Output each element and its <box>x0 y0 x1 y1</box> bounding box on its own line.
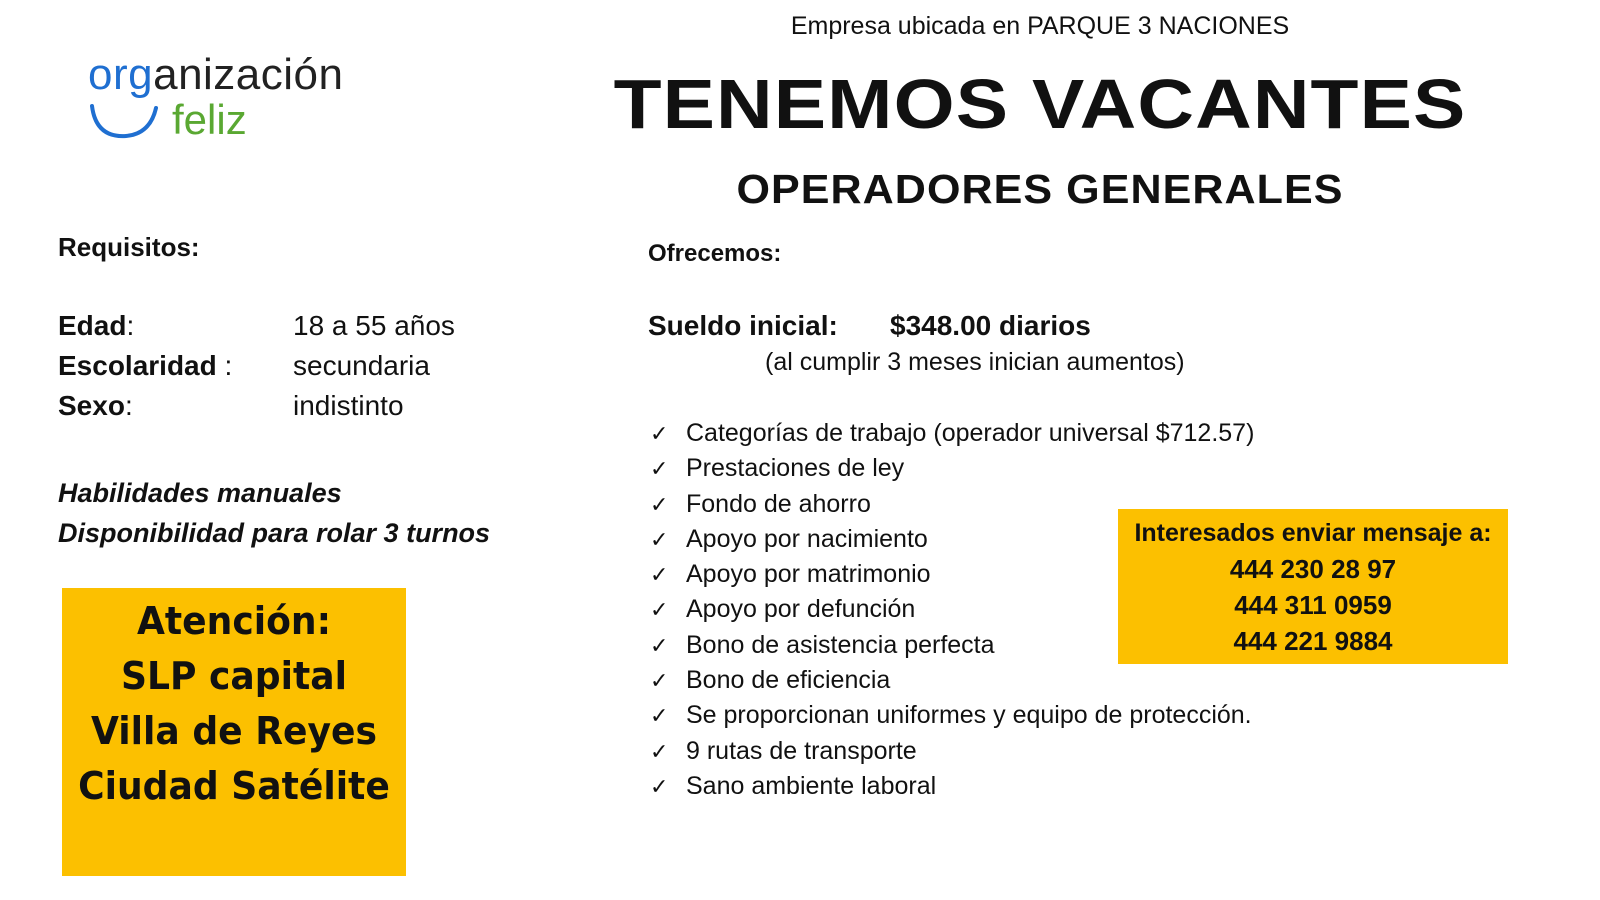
logo-text-rest: anización <box>153 50 344 99</box>
check-icon: ✓ <box>650 456 669 482</box>
check-icon: ✓ <box>650 526 669 552</box>
attention-location: Villa de Reyes <box>90 709 378 753</box>
attention-location: Ciudad Satélite <box>78 764 390 808</box>
list-item: ✓ 9 rutas de transporte <box>650 734 1254 769</box>
headline: TENEMOS VACANTES <box>613 65 1467 143</box>
logo-text-green: feliz <box>172 96 247 143</box>
contact-title: Interesados enviar mensaje a: <box>1134 519 1492 547</box>
company-logo <box>88 50 408 150</box>
list-item: ✓ Apoyo por nacimiento <box>650 522 1254 557</box>
list-item: ✓ Apoyo por matrimonio <box>650 557 1254 592</box>
check-icon: ✓ <box>650 597 669 623</box>
check-icon: ✓ <box>650 491 669 517</box>
skill-shifts: Disponibilidad para rolar 3 turnos <box>58 518 491 548</box>
attention-title: Atención: <box>136 599 332 643</box>
list-item: ✓ Sano ambiente laboral <box>650 769 1254 804</box>
check-icon: ✓ <box>650 632 669 658</box>
skill-manual: Habilidades manuales <box>58 478 342 508</box>
requirement-sex: Sexo: indistinto <box>58 390 404 421</box>
phone-number[interactable]: 444 221 9884 <box>1233 626 1393 656</box>
check-icon: ✓ <box>650 562 669 588</box>
requirement-label: Edad <box>58 310 127 341</box>
attention-location: SLP capital <box>120 654 347 698</box>
offer-title: Ofrecemos: <box>648 240 782 267</box>
requirement-education: Escolaridad : secundaria <box>58 350 430 381</box>
list-item: ✓ Apoyo por defunción <box>650 592 1254 627</box>
salary-note: (al cumplir 3 meses inician aumentos) <box>765 348 1185 376</box>
requirement-value: indistinto <box>293 390 404 421</box>
phone-number[interactable]: 444 230 28 97 <box>1229 554 1397 584</box>
attention-box <box>62 588 406 876</box>
check-icon: ✓ <box>650 773 669 799</box>
list-item: ✓ Categorías de trabajo (operador universal $712.57) <box>650 416 1254 451</box>
requirement-label: Sexo <box>58 390 125 421</box>
requirement-value: secundaria <box>293 350 430 381</box>
smile-icon <box>88 80 168 150</box>
list-item: ✓ Fondo de ahorro <box>650 487 1254 522</box>
salary-value: $348.00 diarios <box>890 310 1091 341</box>
list-item: ✓ Bono de eficiencia <box>650 663 1254 698</box>
requirement-age: Edad: 18 a 55 años <box>58 310 455 341</box>
phone-number[interactable]: 444 311 0959 <box>1234 590 1392 620</box>
contact-box <box>1118 509 1508 664</box>
list-item: ✓ Bono de asistencia perfecta <box>650 628 1254 663</box>
requirement-label: Escolaridad <box>58 350 217 381</box>
requirement-value: 18 a 55 años <box>293 310 455 341</box>
check-icon: ✓ <box>650 421 669 446</box>
salary-label: Sueldo inicial: <box>648 310 838 341</box>
check-icon: ✓ <box>650 703 669 729</box>
list-item: ✓ Prestaciones de ley <box>650 451 1254 486</box>
company-location: Empresa ubicada en PARQUE 3 NACIONES <box>790 12 1290 40</box>
job-title: OPERADORES GENERALES <box>736 166 1344 212</box>
check-icon: ✓ <box>650 668 669 694</box>
salary-row <box>648 310 1091 342</box>
list-item: ✓ Se proporcionan uniformes y equipo de protección. <box>650 698 1254 733</box>
logo-text-blue: org <box>88 50 154 99</box>
check-icon: ✓ <box>650 738 669 764</box>
requirements-title: Requisitos: <box>58 232 200 262</box>
